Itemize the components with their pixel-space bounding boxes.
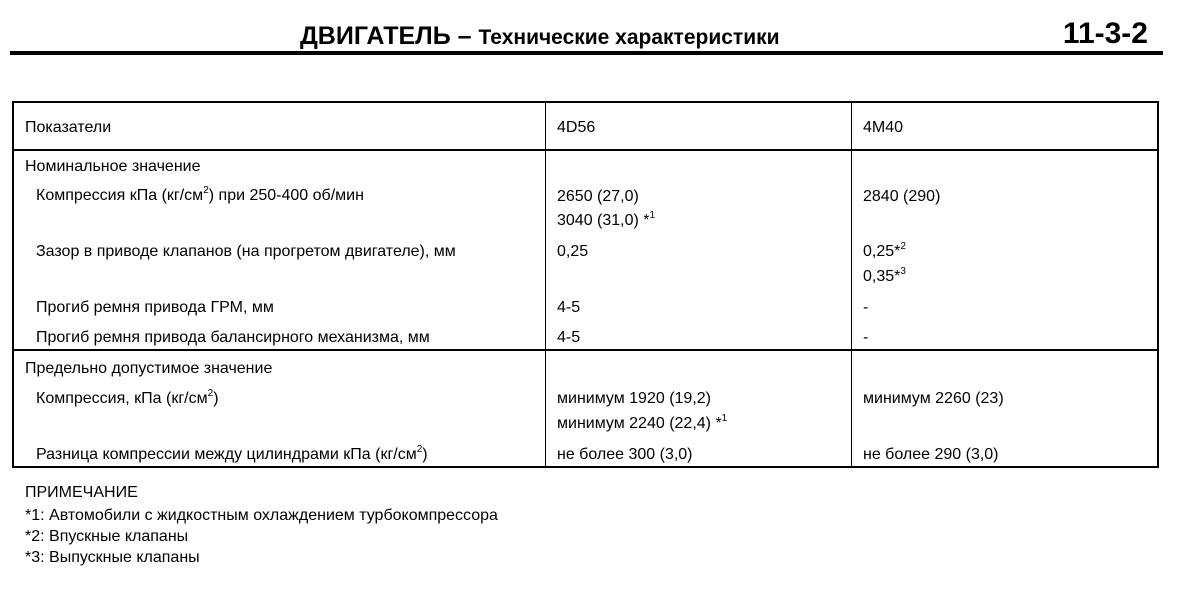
cell-4d56-compression-limit-1: минимум 1920 (19,2) (557, 390, 711, 407)
cell-4d56-compression-limit-2: минимум 2240 (22,4) *$^1$ (557, 413, 728, 432)
cell-4d56-valve-clearance: 0,25 (557, 243, 589, 260)
cell-4m40-valve-clearance-exhaust: 0,35*$^3$ (863, 266, 906, 285)
column-header-4d56: 4D56 (557, 119, 596, 136)
cell-4m40-compression: 2840 (290) (863, 188, 941, 205)
section-title-nominal: Номинальное значение (25, 158, 201, 175)
row-label-compression-limit: Компрессия, кПа $(кг/см^2)$ (36, 388, 219, 407)
page-subtitle: Технические характеристики (478, 26, 780, 49)
row-label-balancer-belt: Прогиб ремня привода балансирного механизма, мм (36, 329, 430, 346)
row-label-compression-difference: Разница компрессии между цилиндрами кПа $(кг/см^2)$ (36, 444, 428, 463)
column-header-parameters: Показатели (25, 119, 112, 136)
column-divider (851, 103, 852, 466)
title-main: ДВИГАТЕЛЬ (300, 22, 451, 50)
cell-4d56-compression-1: 2650 (27,0) (557, 188, 639, 205)
page-number: 11-3-2 (1062, 17, 1148, 50)
cell-4d56-timing-belt: 4-5 (557, 299, 581, 316)
row-label-valve-clearance: Зазор в приводе клапанов (на прогретом двигателе), мм (36, 243, 456, 260)
title-dash: – (457, 22, 472, 50)
page-title (300, 20, 780, 54)
cell-4m40-balancer-belt: - (863, 329, 869, 346)
cell-4d56-balancer-belt: 4-5 (557, 329, 581, 346)
notes-title: ПРИМЕЧАНИЕ (25, 484, 138, 501)
cell-4m40-valve-clearance-intake: 0,25*$^2$ (863, 241, 906, 260)
note-item-1: *1: Автомобили с жидкостным охлаждением турбокомпрессора (25, 507, 498, 524)
row-label-compression: Компрессия кПа $(кг/см^2)$ при 250-400 об/мин (36, 185, 364, 204)
note-item-3: *3: Выпускные клапаны (25, 549, 200, 566)
column-header-4m40: 4M40 (863, 119, 904, 136)
cell-4d56-compression-2: 3040 (31,0) *$^1$ (557, 210, 656, 229)
cell-4m40-compression-limit: минимум 2260 (23) (863, 390, 1004, 407)
row-label-timing-belt: Прогиб ремня привода ГРМ, мм (36, 299, 274, 316)
cell-4m40-timing-belt: - (863, 299, 869, 316)
cell-4d56-compression-difference: не более 300 (3,0) (557, 446, 693, 463)
header-rule (10, 51, 1163, 55)
row-divider (14, 349, 1157, 351)
section-title-limit: Предельно допустимое значение (25, 360, 273, 377)
note-item-2: *2: Впускные клапаны (25, 528, 189, 545)
cell-4m40-compression-difference: не более 290 (3,0) (863, 446, 999, 463)
column-divider (545, 103, 546, 466)
specifications-table (12, 101, 1159, 468)
row-divider (14, 149, 1157, 151)
